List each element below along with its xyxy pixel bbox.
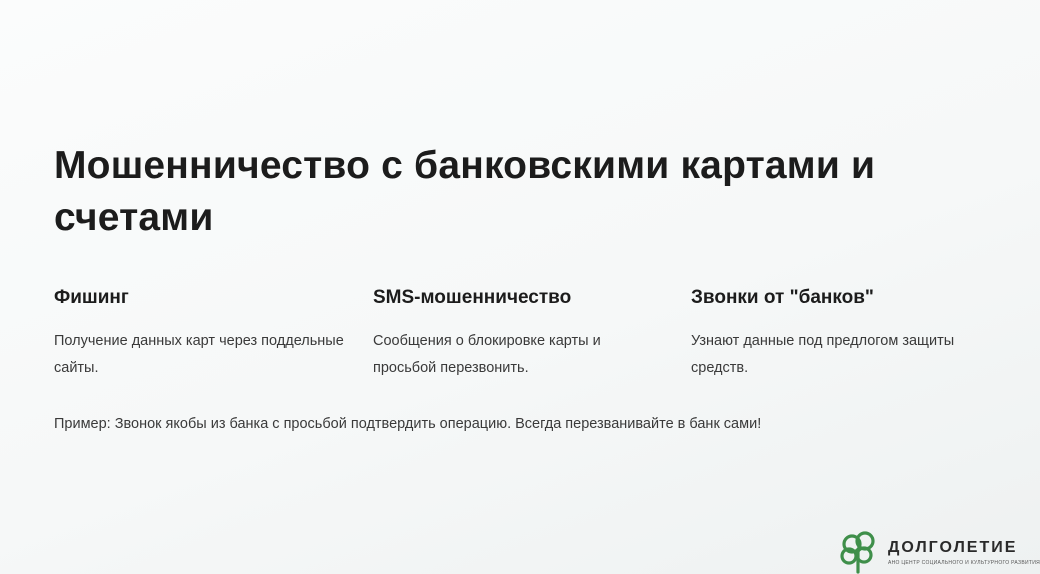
logo-name: ДОЛГОЛЕТИЕ <box>888 539 1018 556</box>
tree-clover-icon <box>836 528 882 574</box>
column-bank-calls <box>691 286 981 382</box>
column-text: Узнают данные под предлогом защиты средств. <box>691 333 955 376</box>
column-heading: Звонки от "банков" <box>691 287 874 308</box>
slide-title: Мошенничество с банковскими картами и счетами <box>54 144 876 239</box>
column-heading: SMS-мошенничество <box>373 287 572 308</box>
logo-tagline: АНО ЦЕНТР СОЦИАЛЬНОГО И КУЛЬТУРНОГО РАЗВИТИЯ <box>888 560 1040 566</box>
logo <box>836 528 1040 574</box>
example-note: Пример: Звонок якобы из банка с просьбой подтвердить операцию. Всегда перезванивайте в банк сами! <box>54 416 762 432</box>
column-text: Получение данных карт через поддельные сайты. <box>54 333 344 376</box>
column-heading: Фишинг <box>54 287 129 308</box>
column-sms-fraud <box>373 286 663 382</box>
column-text: Сообщения о блокировке карты и просьбой перезвонить. <box>373 333 601 376</box>
column-phishing <box>54 286 344 382</box>
